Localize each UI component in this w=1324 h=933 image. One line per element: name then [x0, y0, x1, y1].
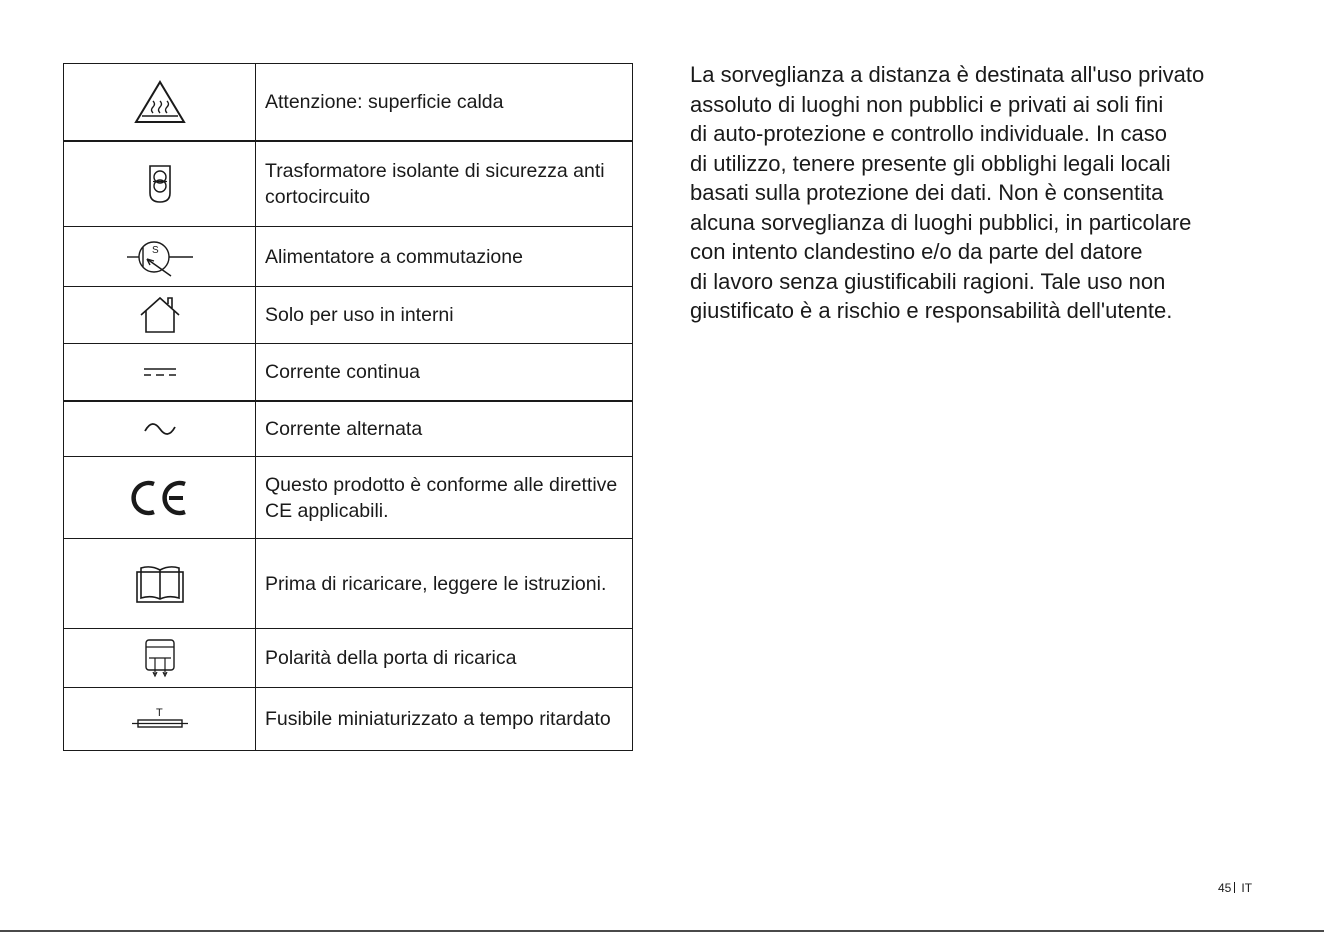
alternating-current-icon [142, 421, 178, 437]
ce-mark-icon [130, 478, 190, 518]
symbol-description: Fusibile miniaturizzato a tempo ritardato [256, 688, 633, 751]
page-footer [1218, 881, 1252, 895]
icon-cell [64, 64, 256, 141]
symbol-row-dc [64, 344, 633, 401]
symbol-description: Alimentatore a commutazione [256, 227, 633, 287]
symbol-description: Trasformatore isolante di sicurezza anti cortocircuito [256, 141, 633, 227]
icon-cell [64, 344, 256, 401]
read-instructions-book-icon [135, 564, 185, 604]
page-bottom-rule [0, 930, 1324, 932]
indoor-use-only-icon [138, 295, 182, 335]
charging-port-polarity-icon [143, 637, 177, 679]
paragraph-line: assoluto di luoghi non pubblici e privati ai soli fini [690, 91, 1164, 117]
symbol-row-switching-supply [64, 227, 633, 287]
symbol-row-transformer [64, 141, 633, 227]
icon-cell [64, 457, 256, 539]
icon-cell [64, 141, 256, 227]
paragraph-line: La sorveglianza a distanza è destinata all'uso privato [690, 62, 1205, 87]
symbol-row-hot-surface [64, 64, 633, 141]
language-code: IT [1241, 881, 1253, 895]
symbol-row-ce [64, 457, 633, 539]
fuse-letter: T [155, 707, 163, 719]
symbol-description: Attenzione: superficie calda [256, 64, 633, 141]
direct-current-icon [142, 364, 178, 380]
symbol-description: Corrente alternata [256, 401, 633, 457]
safety-isolating-transformer-icon [147, 163, 173, 205]
surveillance-notice-paragraph [690, 60, 1290, 326]
switching-supply-letter: S [151, 244, 159, 256]
footer-separator [1234, 882, 1235, 893]
symbol-description: Polarità della porta di ricarica [256, 629, 633, 688]
symbol-row-polarity [64, 629, 633, 688]
symbol-description: Solo per uso in interni [256, 287, 633, 344]
icon-cell [64, 287, 256, 344]
icon-cell [64, 401, 256, 457]
icon-cell [64, 688, 256, 751]
symbol-row-ac [64, 401, 633, 457]
paragraph-line: con intento clandestino e/o da parte del datore [690, 239, 1143, 264]
paragraph-line: basati sulla protezione dei dati. Non è consentita [690, 180, 1164, 205]
paragraph-line: giustificato è a rischio e responsabilità dell'utente. [690, 298, 1173, 323]
paragraph-line: di auto-protezione e controllo individuale. In caso [690, 121, 1167, 146]
paragraph-line: di utilizzo, tenere presente gli obblighi legali locali [690, 150, 1171, 176]
hot-surface-warning-icon [133, 78, 187, 126]
icon-cell [64, 629, 256, 688]
icon-cell [64, 539, 256, 629]
symbol-description: Corrente continua [256, 344, 633, 401]
symbol-description: Prima di ricaricare, leggere le istruzioni. [256, 539, 633, 629]
switching-power-supply-icon [125, 235, 195, 279]
time-delay-fuse-icon [130, 706, 190, 732]
symbols-table [63, 63, 633, 751]
paragraph-line: di lavoro senza giustificabili ragioni. Tale uso non [690, 268, 1166, 294]
icon-cell [64, 227, 256, 287]
symbol-row-indoor [64, 287, 633, 344]
symbol-row-fuse [64, 688, 633, 751]
symbol-description: Questo prodotto è conforme alle direttive CE applicabili. [256, 457, 633, 539]
paragraph-line: alcuna sorveglianza di luoghi pubblici, in particolare [690, 209, 1192, 235]
page-number: 45 [1218, 881, 1232, 895]
symbol-row-read-instructions [64, 539, 633, 629]
